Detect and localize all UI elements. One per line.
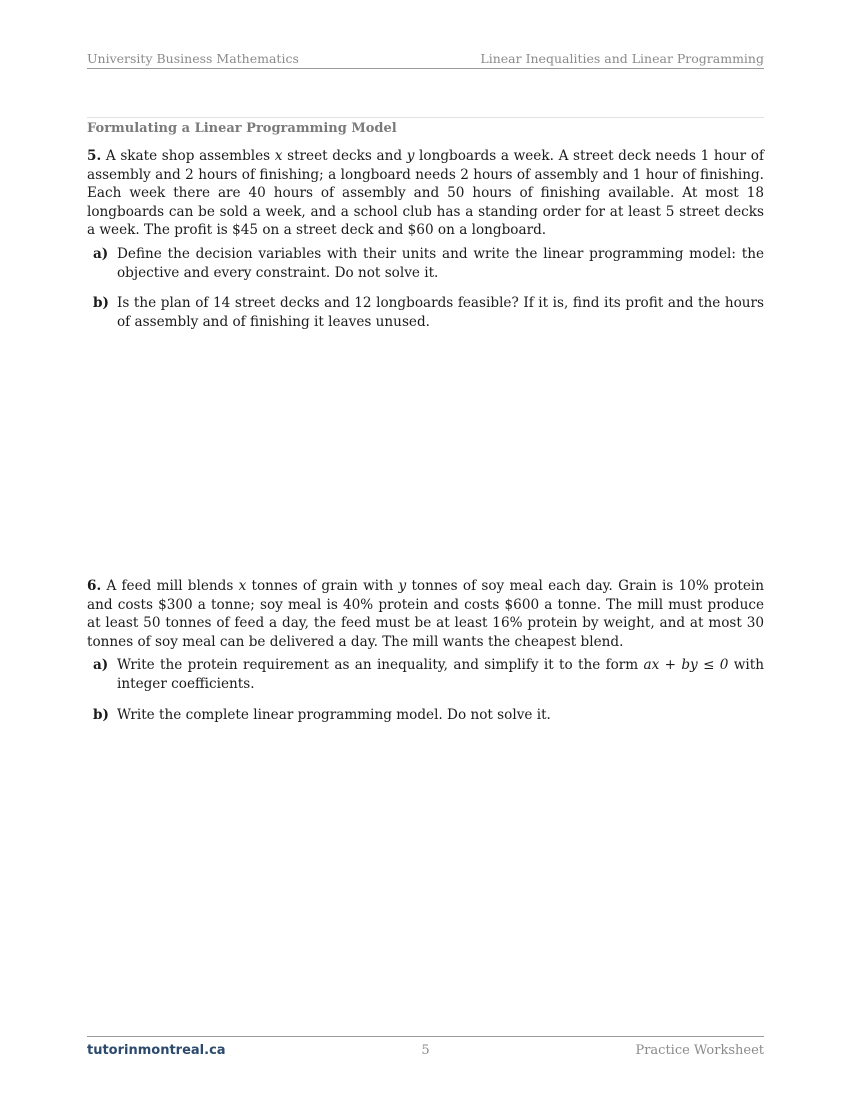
problem-number: 6. — [87, 578, 102, 594]
footer-site-link[interactable]: tutorinmontreal.ca — [87, 1043, 226, 1058]
problem-5-statement: 5. A skate shop assembles x street decks and y longboards a week. A street deck needs 1 hour of assembly and 2 hours of finishing; a longboard needs 2 hours of assembly and 1 hour of finishing. Each week there are 40 hours of assembly and 50 hours of finishing available. At most 18 longboards can be sold a week, and a school club has a standing order for at least 5 street decks a week. The profit is $45 on a street deck and $60 on a longboard. — [87, 148, 764, 239]
problem-5-part-b — [93, 294, 764, 331]
part-label: b) — [93, 706, 109, 723]
part-label: a) — [93, 245, 109, 262]
page-header — [87, 50, 764, 69]
part-text: Is the plan of 14 street decks and 12 longboards feasible? If it is, find its profit and the hours of assembly and of finishing it leaves unused. — [117, 295, 764, 330]
part-label: b) — [93, 295, 109, 312]
page-footer — [87, 1036, 764, 1058]
part-text: Write the complete linear programming model. Do not solve it. — [117, 706, 551, 723]
problem-6-part-a: a) Write the protein requirement as an inequality, and simplify it to the form ax + by ≤ 0 with integer coefficients. — [93, 657, 764, 692]
header-course: University Business Mathematics — [87, 51, 299, 66]
variable-x: x — [238, 578, 247, 594]
variable-y: y — [398, 578, 407, 594]
problem-number: 5. — [87, 148, 102, 164]
section-title: Formulating a Linear Programming Model — [87, 121, 397, 136]
part-label: a) — [93, 657, 109, 674]
part-text: Define the decision variables with their units and write the linear programming model: the objective and every constraint. Do not solve it. — [117, 245, 764, 281]
page-number: 5 — [421, 1043, 430, 1058]
problem-5-part-a — [93, 245, 764, 282]
variable-y: y — [406, 148, 415, 164]
problem-6-statement: 6. A feed mill blends x tonnes of grain with y tonnes of soy meal each day. Grain is 10% protein and costs $300 a tonne; soy meal is 40% protein and costs $600 a tonne. The mill must produce at least 50 tonnes of feed a day, the feed must be at least 16% protein by weight, and at most 30 tonnes of soy meal can be delivered a day. The mill wants the cheapest blend. — [87, 578, 764, 650]
header-chapter: Linear Inequalities and Linear Programming — [480, 51, 764, 66]
variable-x: x — [274, 148, 283, 164]
problem-6 — [87, 577, 764, 724]
inequality-form: ax + by ≤ 0 — [643, 657, 729, 674]
section-divider — [87, 117, 764, 118]
footer-tag: Practice Worksheet — [635, 1043, 764, 1058]
problem-6-part-b — [93, 706, 764, 725]
problem-5 — [87, 147, 764, 331]
